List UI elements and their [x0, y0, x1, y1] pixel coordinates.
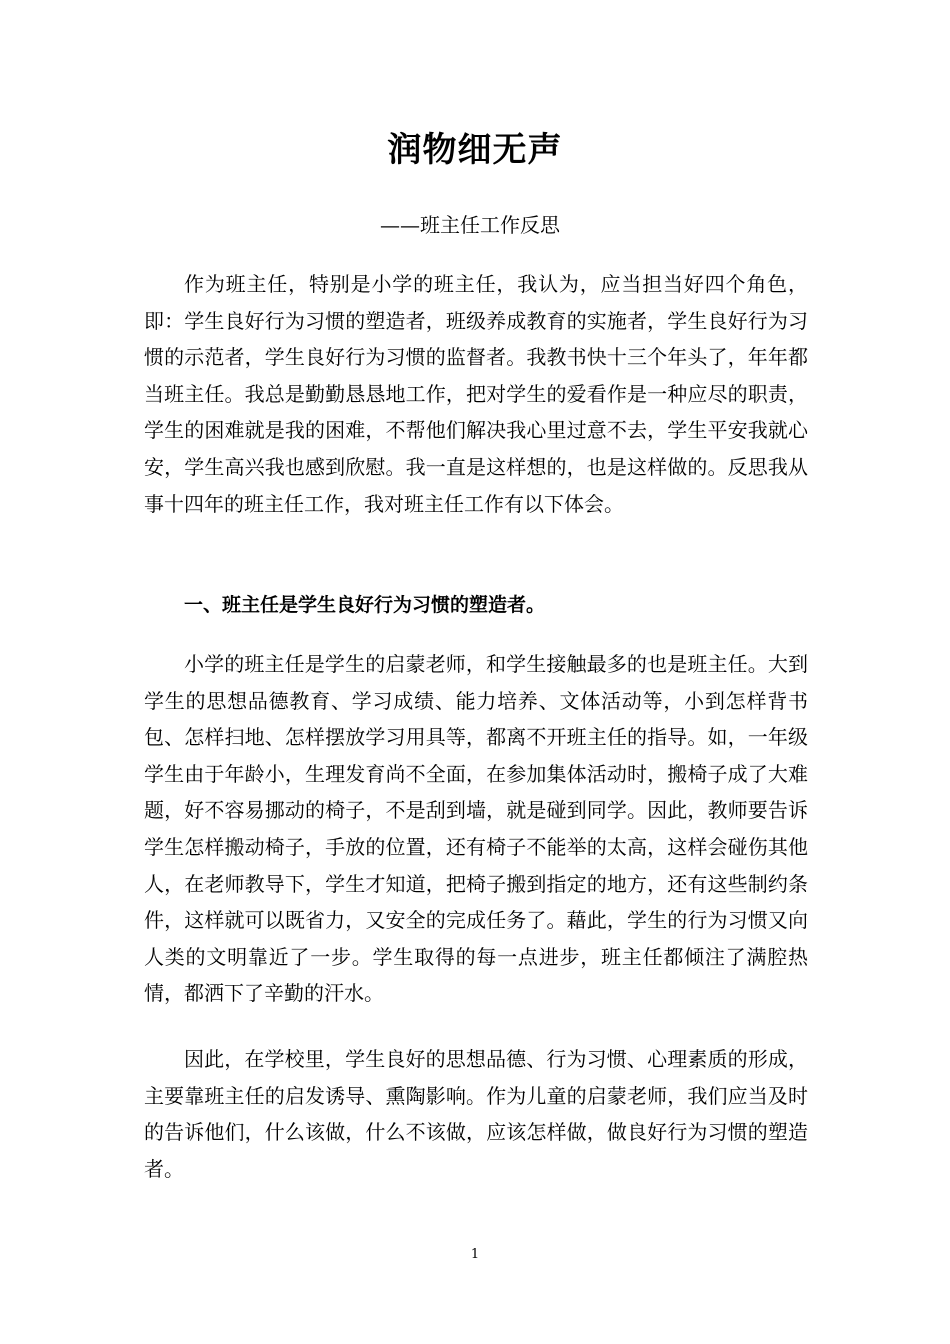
document-title: 润物细无声	[387, 130, 563, 170]
paragraph-intro: 作为班主任，特别是小学的班主任，我认为，应当担当好四个角色，即：学生良好行为习惯的塑造者，班级养成教育的实施者，学生良好行为习惯的示范者，学生良好行为习惯的监督者。我教书快十三个年头了，年年都当班主任。我总是勤勤恳恳地工作，把对学生的爱看作是一种应尽的职责，学生的困难就是我的困难，不帮他们解决我心里过意不去，学生平安我就心安，学生高兴我也感到欣慰。我一直是这样想的，也是这样做的。反思我从事十四年的班主任工作，我对班主任工作有以下体会。	[144, 272, 808, 516]
document-subtitle: ——班主任工作反思	[380, 213, 560, 237]
paragraph-body-1: 小学的班主任是学生的启蒙老师，和学生接触最多的也是班主任。大到学生的思想品德教育、学习成绩、能力培养、文体活动等，小到怎样背书包、怎样扫地、怎样摆放学习用具等，都离不开班主任的指导。如，一年级学生由于年龄小，生理发育尚不全面，在参加集体活动时，搬椅子成了大难题，好不容易挪动的椅子，不是刮到墙，就是碰到同学。因此，教师要告诉学生怎样搬动椅子，手放的位置，还有椅子不能举的太高，这样会碰伤其他人，在老师教导下，学生才知道，把椅子搬到指定的地方，还有这些制约条件，这样就可以既省力，又安全的完成任务了。藉此，学生的行为习惯又向人类的文明靠近了一步。学生取得的每一点进步，班主任都倾注了满腔热情，都洒下了辛勤的汗水。	[144, 652, 808, 1006]
intro-block	[144, 266, 808, 522]
section-heading: 一、班主任是学生良好行为习惯的塑造者。	[184, 594, 546, 616]
body-block-2	[144, 1041, 808, 1187]
paragraph-body-2: 因此，在学校里，学生良好的思想品德、行为习惯、心理素质的形成，主要靠班主任的启发诱导、熏陶影响。作为儿童的启蒙老师，我们应当及时的告诉他们，什么该做，什么不该做，应该怎样做，做良好行为习惯的塑造者。	[144, 1047, 808, 1181]
body-block-1	[144, 646, 808, 1012]
page-number: 1	[470, 1247, 480, 1262]
section-heading-block	[144, 590, 808, 620]
